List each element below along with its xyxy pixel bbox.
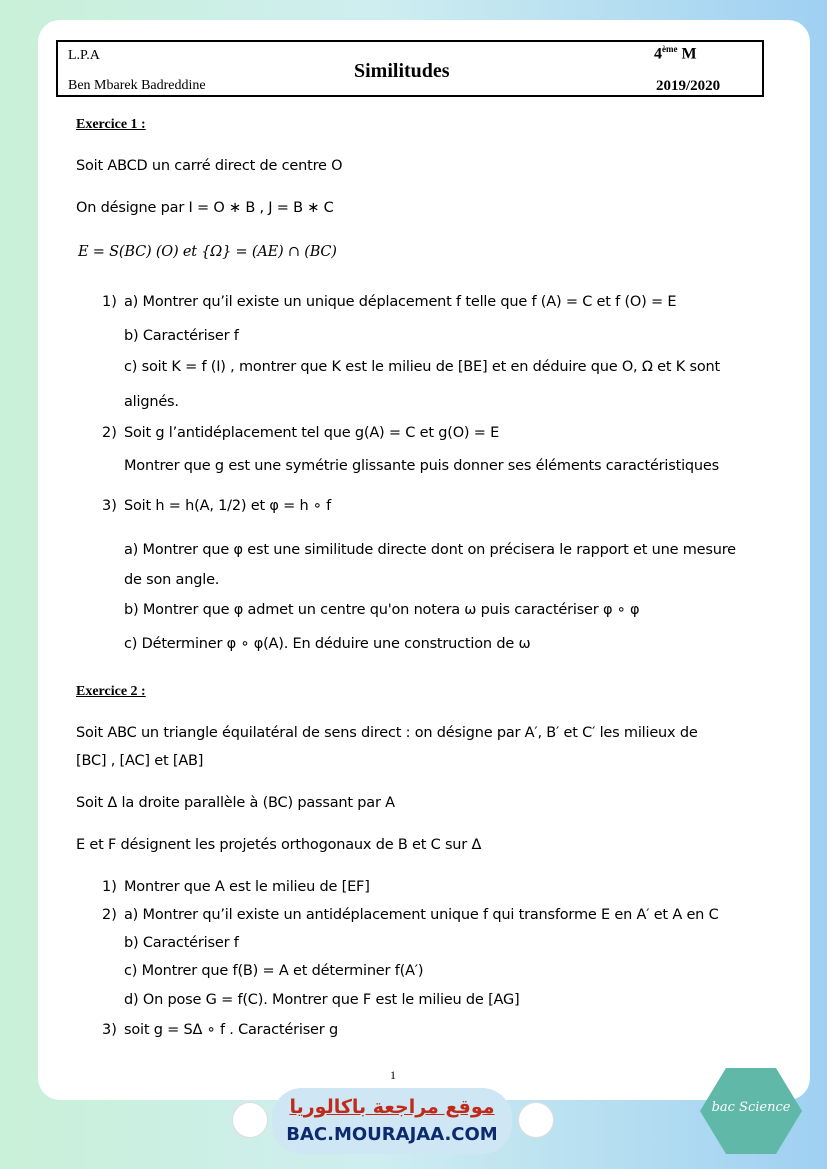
ex1-q1c-cont: alignés. — [124, 394, 179, 410]
exercise-2-title: Exercice 2 : — [76, 684, 146, 699]
ex2-statement-3: E et F désignent les projetés orthogonaux de B et C sur Δ — [76, 837, 482, 853]
ex1-q1c: c) soit K = f (I) , montrer que K est le milieu de [BE] et en déduire que O, Ω et K sont — [124, 359, 721, 375]
ex1-statement-3: E = S(BC) (O) et {Ω} = (AE) ∩ (BC) — [78, 244, 337, 260]
ex1-q3: Soit h = h(A, 1/2) et φ = h ∘ f — [124, 498, 332, 514]
ex1-q2-number: 2) — [102, 425, 117, 441]
ex1-q2a: Soit g l’antidéplacement tel que g(A) = C et g(O) = E — [124, 425, 500, 441]
ex2-q2a: a) Montrer qu’il existe un antidéplacement unique f qui transforme E en A′ et A en C — [124, 907, 719, 923]
ex2-q2-number: 2) — [102, 907, 117, 923]
ex2-q3: soit g = SΔ ∘ f . Caractériser g — [124, 1022, 338, 1038]
ex2-statement-2: Soit Δ la droite parallèle à (BC) passant par A — [76, 795, 395, 811]
ex2-q2c: c) Montrer que f(B) = A et déterminer f(A′) — [124, 963, 424, 979]
ex1-q2b: Montrer que g est une symétrie glissante puis donner ses éléments caractéristiques — [124, 458, 719, 474]
ex1-q1a: a) Montrer qu’il existe un unique déplacement f telle que f (A) = C et f (O) = E — [124, 294, 677, 310]
ex1-statement-1: Soit ABCD un carré direct de centre O — [76, 158, 343, 174]
ex2-statement-1b: [BC] , [AC] et [AB] — [76, 753, 204, 769]
school-name: L.P.A — [68, 48, 100, 63]
page-title: Similitudes — [354, 60, 450, 82]
document-header — [56, 40, 764, 97]
ex2-q1-number: 1) — [102, 879, 117, 895]
exercise-1-title: Exercice 1 : — [76, 117, 146, 132]
school-year: 2019/2020 — [656, 78, 721, 94]
ex1-q3-number: 3) — [102, 498, 117, 514]
site-logo-right-icon — [518, 1102, 554, 1138]
site-banner[interactable] — [272, 1088, 512, 1154]
ex1-q3a: a) Montrer que φ est une similitude directe dont on précisera le rapport et une mesure — [124, 542, 736, 558]
ex2-q1: Montrer que A est le milieu de [EF] — [124, 879, 370, 895]
level-label: 4ème M — [654, 44, 697, 63]
bac-science-logo — [698, 1066, 804, 1156]
ex1-q3b: b) Montrer que φ admet un centre qu'on notera ω puis caractériser φ ∘ φ — [124, 602, 640, 618]
page-number: 1 — [390, 1068, 396, 1082]
ex1-q3a-cont: de son angle. — [124, 572, 220, 588]
bac-science-logo-text: bac Science — [711, 1100, 791, 1115]
banner-arabic-text: موقع مراجعة باكالوريا — [289, 1096, 495, 1118]
ex1-q1b: b) Caractériser f — [124, 328, 239, 344]
ex2-q2b: b) Caractériser f — [124, 935, 239, 951]
banner-url[interactable]: BAC.MOURAJAA.COM — [286, 1124, 498, 1145]
site-logo-left-icon — [232, 1102, 268, 1138]
ex1-q1-number: 1) — [102, 294, 117, 310]
ex1-statement-2: On désigne par I = O ∗ B , J = B ∗ C — [76, 200, 334, 216]
ex2-statement-1: Soit ABC un triangle équilatéral de sens direct : on désigne par A′, B′ et C′ les milieux de — [76, 725, 698, 741]
ex2-q3-number: 3) — [102, 1022, 117, 1038]
teacher-name: Ben Mbarek Badreddine — [68, 78, 206, 93]
ex1-q3c: c) Déterminer φ ∘ φ(A). En déduire une construction de ω — [124, 636, 531, 652]
ex2-q2d: d) On pose G = f(C). Montrer que F est le milieu de [AG] — [124, 992, 520, 1008]
